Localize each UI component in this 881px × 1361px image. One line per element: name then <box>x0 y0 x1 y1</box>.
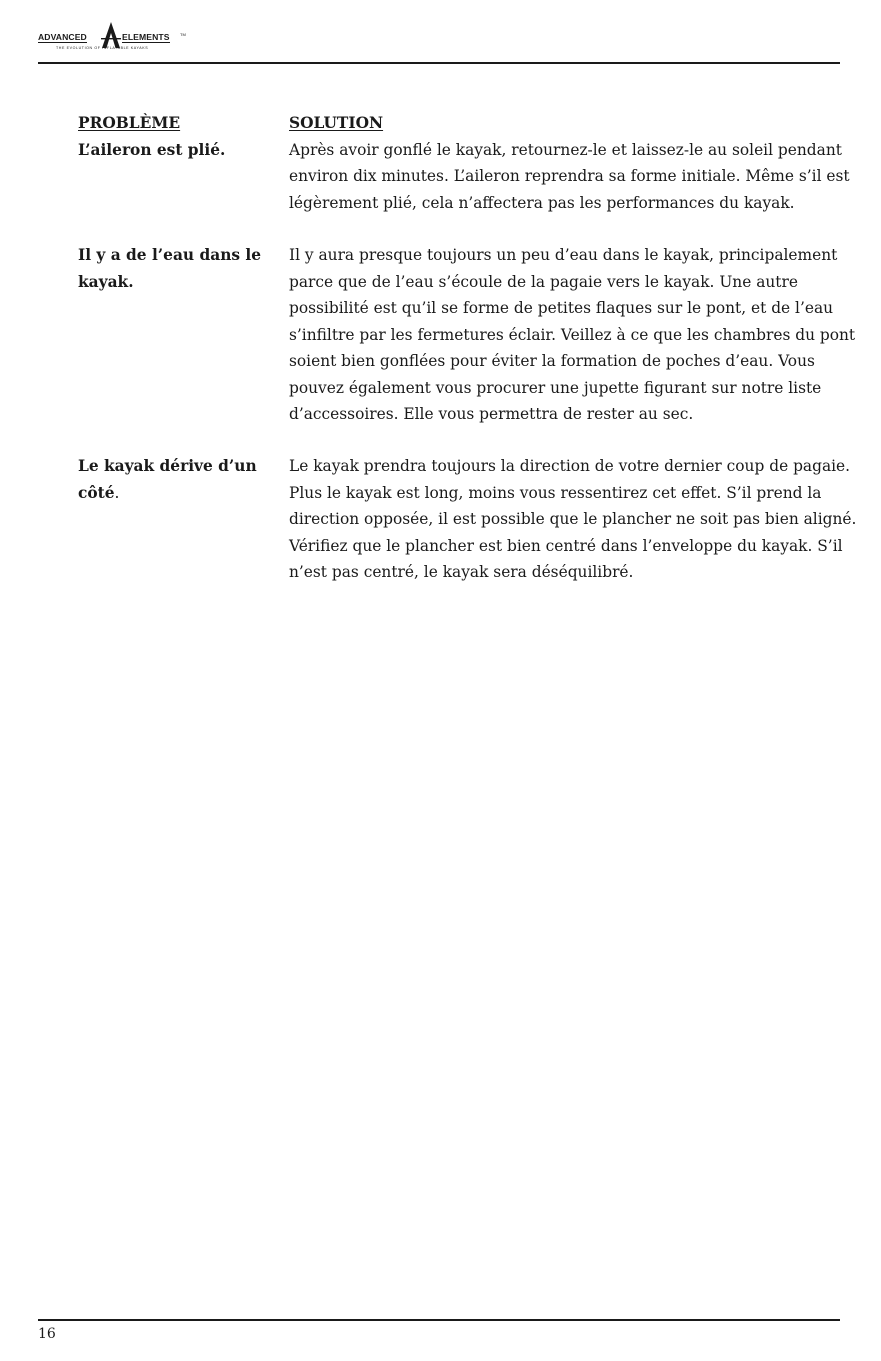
page-header <box>38 22 840 64</box>
solution-column-heading: SOLUTION <box>289 114 384 132</box>
problem-cell <box>78 242 268 295</box>
footer-divider <box>38 1319 840 1321</box>
problem-text: Il y a de l’eau dans le kayak. <box>78 246 262 291</box>
logo-a-mark-icon <box>101 22 121 48</box>
solution-cell: Il y aura presque toujours un peu d’eau dans le kayak, principalement parce que de l’eau s’écoule de la pagaie vers le kayak. Une autre possibilité est qu’il se forme de petites flaques sur le pont, et de l’eau s’infiltre par les fermetures éclair. Veillez à ce que les chambres du pont soient bien gonflées pour éviter la formation de poches d’eau. Vous pouvez également vous procurer une jupette figurant sur notre liste d’accessoires. Elle vous permettra de rester au sec. <box>289 246 856 423</box>
problem-text-suffix: . <box>114 483 120 502</box>
problem-cell <box>78 137 268 164</box>
problem-text: Le kayak dérive d’un côté <box>78 457 257 502</box>
logo-tagline: THE EVOLUTION OF INFLATABLE KAYAKS <box>56 46 149 50</box>
header-divider <box>38 62 840 64</box>
logo-trademark: TM <box>180 32 186 37</box>
logo-wordmark-left: ADVANCED <box>38 32 87 42</box>
solution-cell: Après avoir gonflé le kayak, retournez-le et laissez-le au soleil pendant environ dix minutes. L’aileron reprendra sa forme initiale. Même s’il est légèrement plié, cela n’affectera pas les performances du kayak. <box>289 140 850 212</box>
problem-cell <box>78 453 268 506</box>
brand-logo <box>38 22 188 58</box>
solution-cell: Le kayak prendra toujours la direction de votre dernier coup de pagaie. Plus le kayak est long, moins vous ressentirez cet effet. S’il prend la direction opposée, il est possible que le plancher ne soit pas bien aligné. Vérifiez que le plancher est bien centré dans l’enveloppe du kayak. S’il n’est pas centré, le kayak sera déséquilibré. <box>289 457 857 581</box>
page-number: 16 <box>38 1326 56 1342</box>
problem-column-heading: PROBLÈME <box>78 114 181 132</box>
problem-text: L’aileron est plié. <box>78 140 226 159</box>
logo-wordmark-right: ELEMENTS <box>122 32 170 42</box>
